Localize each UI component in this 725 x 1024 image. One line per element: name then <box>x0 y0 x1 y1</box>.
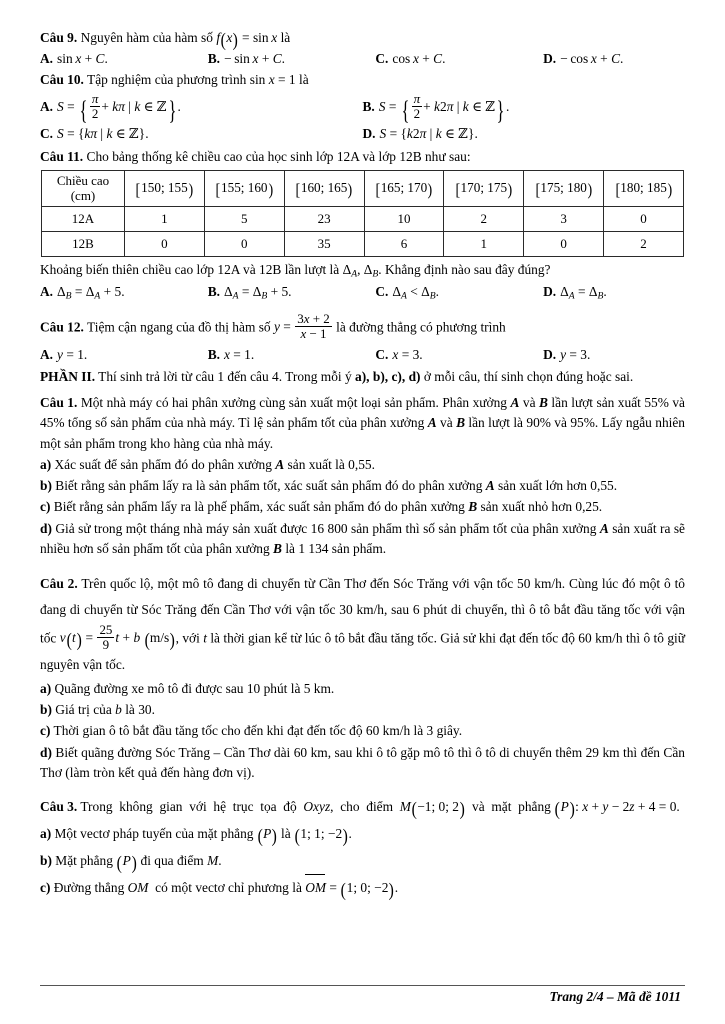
option-text: S = { $\frac{\pi}{2}$ + kπ | k ∈ ℤ}. <box>57 90 181 125</box>
question-9-formula: f(x) = sin x <box>216 29 278 51</box>
option-d[interactable] <box>363 124 686 144</box>
option-letter: D. <box>362 125 376 141</box>
cau-2-item-d <box>40 743 685 783</box>
question-9-stem-text: Nguyên hàm của hàm số <box>80 30 213 45</box>
option-text: $\Delta_B = \Delta_A + 5$. <box>57 284 125 303</box>
column-header: [155; 160) <box>204 170 284 206</box>
cau-3-item-a <box>40 822 685 845</box>
cau-3-item-b <box>40 849 685 872</box>
cau-3-text-1: Trong không gian với hệ trục tọa độ Oxyz, cho điểm M(−1; 0; 2) và mặt phẳng <box>80 798 551 820</box>
row-label: 12B <box>42 231 125 256</box>
cau-3-body <box>40 795 685 818</box>
spacer <box>40 783 685 789</box>
page-footer <box>40 985 685 1005</box>
cau-2-item-c <box>40 721 685 741</box>
question-12-options <box>40 345 685 365</box>
question-9-stem <box>40 28 685 51</box>
cau-1-item-c <box>40 497 685 517</box>
option-letter: A. <box>40 346 54 362</box>
option-c[interactable] <box>375 282 543 304</box>
item-key: d) <box>40 520 52 536</box>
cell: 1 <box>125 206 205 231</box>
column-header: [160; 165) <box>284 170 364 206</box>
option-text: $\Delta_A < \Delta_B$. <box>392 284 440 303</box>
option-a[interactable] <box>40 49 208 69</box>
cau-2-text-1: Trên quốc lộ, một mô tô đang di chuyển từ Cần Thơ đến Sóc Trăng với vận tốc 50 km/h. Cùng lúc đó một ô tô đang di chuyển từ Sóc Trăng đến Cần Thơ với vận tốc 30 km/h, sau 6 phút di chuyển, thì ô tô bắt đầu tăng tốc với vận tốc <box>40 575 685 646</box>
option-text: cos x + C. <box>392 50 446 66</box>
table-header-row <box>42 170 684 206</box>
cau-2-body <box>40 571 685 678</box>
option-letter: C. <box>40 125 54 141</box>
part-2-intro <box>40 367 685 387</box>
column-header: [150; 155) <box>125 170 205 206</box>
item-key: b) <box>40 852 52 868</box>
option-letter: C. <box>375 284 389 300</box>
cau-2-velocity-formula: v(t) = $\frac{25}{9}$ t + b (m/s) <box>59 622 176 653</box>
item-text: Giá trị của b là 30. <box>55 702 155 718</box>
part-2-intro-b: ở mỗi câu, thí sinh chọn đúng hoặc sai. <box>423 368 634 384</box>
option-text: x = 3. <box>392 346 423 362</box>
question-10-stem-tail: là <box>298 71 309 87</box>
item-text: Đường thẳng OM có một vectơ chỉ phương là OM = (1; 0; −2). <box>54 880 398 895</box>
cau-1-item-a <box>40 455 685 475</box>
item-key: b) <box>40 478 52 494</box>
option-letter: C. <box>375 346 389 362</box>
option-b[interactable] <box>208 345 376 365</box>
cell: 1 <box>444 231 524 256</box>
cau-2-label: Câu 2. <box>40 575 78 591</box>
cau-2-text-2: , với t là thời gian kể từ lúc ô tô bắt đầu tăng tốc. Giả sử khi đạt đến tốc độ 60 km/h thì ô tô giữ nguyên vận tốc. <box>40 630 686 673</box>
footer-text: Trang 2/4 – Mã đề 1011 <box>549 989 681 1004</box>
table-row <box>42 206 684 231</box>
option-text: y = 3. <box>560 346 591 362</box>
followup-post: . Khẳng định nào sau đây đúng? <box>378 261 551 277</box>
cell: 0 <box>125 231 205 256</box>
item-text: Mặt phẳng (P) đi qua điểm M. <box>55 852 222 874</box>
option-text: − cos x + C. <box>560 50 624 66</box>
fraction-denominator: x − 1 <box>295 326 332 341</box>
question-11-label: Câu 11. <box>40 148 84 164</box>
option-letter: B. <box>362 98 375 114</box>
option-text: S = {kπ | k ∈ ℤ}. <box>57 125 149 141</box>
item-text: Biết rằng sản phẩm lấy ra là sản phẩm tốt, xác suất sản phẩm đó do phân xưởng A sản xuất lớn hơn 0,55. <box>55 478 618 494</box>
question-10-label: Câu 10. <box>40 71 84 87</box>
item-text: Xác suất để sản phẩm đó do phân xưởng A sản xuất là 0,55. <box>54 457 375 473</box>
question-10-options-row2 <box>40 124 685 144</box>
item-key: b) <box>40 702 52 718</box>
item-text: Giả sử trong một tháng nhà máy sản xuất được 16 800 sản phẩm thì số sản phẩm tốt của phân xưởng A sản xuất ra sẽ nhiều hơn số sản phẩm tốt của phân xưởng B là 1 134 sản phẩm. <box>40 520 685 556</box>
question-10-var: x = 1 <box>268 71 296 87</box>
item-key: a) <box>40 825 52 841</box>
item-text: Thời gian ô tô bắt đầu tăng tốc cho đến khi đạt đến tốc độ 60 km/h là 3 giây. <box>53 723 463 739</box>
option-b[interactable] <box>362 90 686 125</box>
cau-2-item-b <box>40 700 685 720</box>
fraction-numerator: 3x + 2 <box>297 310 330 326</box>
item-key: a) <box>40 457 52 473</box>
row-header-label: Chiều cao (cm) <box>42 170 125 206</box>
cau-1-item-d <box>40 519 685 559</box>
item-key: a) <box>40 681 52 697</box>
question-10-options-row1 <box>40 90 685 125</box>
item-text: Quãng đường xe mô tô đi được sau 10 phút là 5 km. <box>54 681 335 697</box>
option-text: sin x + C. <box>57 50 108 66</box>
question-10-stem <box>40 70 685 89</box>
cell: 0 <box>604 206 684 231</box>
cau-3-label: Câu 3. <box>40 798 78 814</box>
cell: 2 <box>444 206 524 231</box>
option-text: − sin x + C. <box>223 50 286 66</box>
option-a[interactable] <box>40 90 363 125</box>
question-11-options <box>40 282 685 304</box>
vector-om-symbol: OM <box>305 876 326 899</box>
item-text: Biết rằng sản phẩm lấy ra là phế phẩm, xác suất sản phẩm đó do phân xưởng B sản xuất nhỏ hơn 0,25. <box>53 499 603 515</box>
column-header: [170; 175) <box>444 170 524 206</box>
option-text: S = { $\frac{\pi}{2}$ + k2π | k ∈ ℤ}. <box>378 90 510 125</box>
question-9-options <box>40 49 685 69</box>
option-c[interactable] <box>375 49 543 69</box>
question-12-label: Câu 12. <box>40 318 84 334</box>
cell: 0 <box>204 231 284 256</box>
question-10-stem-text: Tập nghiệm của phương trình sin <box>87 71 266 87</box>
cau-3-item-c <box>40 876 685 899</box>
option-letter: A. <box>40 284 54 300</box>
cell: 10 <box>364 206 444 231</box>
column-header: [165; 170) <box>364 170 444 206</box>
option-letter: D. <box>543 284 557 300</box>
column-header: [175; 180) <box>524 170 604 206</box>
question-11-followup <box>40 260 685 281</box>
option-c[interactable] <box>40 124 363 144</box>
option-text: y = 1. <box>57 346 88 362</box>
cau-3-plane-eq: (P): x + y − 2z + 4 = 0. <box>554 798 680 820</box>
part-2-intro-bold: a), b), c), d) <box>355 368 421 384</box>
followup-pre: Khoảng biến thiên chiều cao lớp 12A và 12B lần lượt là <box>40 261 340 277</box>
option-text: $\Delta_A = \Delta_B + 5$. <box>223 284 292 303</box>
part-2-label: PHẦN II. <box>40 368 96 384</box>
cau-1-body <box>40 393 685 454</box>
option-letter: D. <box>543 50 557 66</box>
question-9-label: Câu 9. <box>40 30 78 45</box>
cell: 2 <box>604 231 684 256</box>
option-text: $\Delta_A = \Delta_B$. <box>560 284 607 303</box>
option-b[interactable] <box>208 282 376 304</box>
option-d[interactable] <box>543 49 685 69</box>
option-d[interactable] <box>543 345 685 365</box>
question-12-formula: y = $\frac{3x + 2}{x - 1}$ <box>273 310 330 341</box>
item-key: c) <box>40 499 51 515</box>
followup-symbols: $\Delta_A$, $\Delta_B$ <box>342 261 379 280</box>
row-label: 12A <box>42 206 125 231</box>
option-letter: C. <box>375 50 389 66</box>
option-letter: D. <box>543 346 557 362</box>
footer-divider <box>40 985 685 986</box>
question-12-stem-text: Tiệm cận ngang của đồ thị hàm số <box>87 318 271 334</box>
question-12-stem-tail: là đường thẳng có phương trình <box>336 318 506 334</box>
height-statistics-table <box>41 170 684 257</box>
option-b[interactable] <box>208 49 376 69</box>
cell: 0 <box>524 231 604 256</box>
option-text: x = 1. <box>223 346 255 362</box>
option-letter: A. <box>40 50 54 66</box>
option-letter: B. <box>207 50 220 66</box>
spacer <box>40 559 685 565</box>
option-text: S = {k2π | k ∈ ℤ}. <box>379 125 478 141</box>
question-11-stem <box>40 147 685 166</box>
cau-1-item-b <box>40 476 685 496</box>
item-text: Một vectơ pháp tuyến của mặt phẳng (P) là (1; 1; −2). <box>54 825 352 847</box>
cau-2-item-a <box>40 679 685 699</box>
table-row <box>42 231 684 256</box>
exam-page-content <box>40 28 685 899</box>
item-key: c) <box>40 879 51 895</box>
cell: 3 <box>524 206 604 231</box>
option-d[interactable] <box>543 282 685 304</box>
option-a[interactable] <box>40 282 208 304</box>
option-c[interactable] <box>375 345 543 365</box>
question-11-stem-text: Cho bảng thống kê chiều cao của học sinh lớp 12A và lớp 12B như sau: <box>86 148 471 164</box>
cell: 35 <box>284 231 364 256</box>
column-header: [180; 185) <box>604 170 684 206</box>
part-2-intro-a: Thí sinh trả lời từ câu 1 đến câu 4. Trong mỗi ý <box>98 368 352 384</box>
cell: 6 <box>364 231 444 256</box>
question-9-stem-tail: là <box>280 30 291 45</box>
option-a[interactable] <box>40 345 208 365</box>
item-key: c) <box>40 723 51 739</box>
cell: 5 <box>204 206 284 231</box>
option-letter: B. <box>207 346 220 362</box>
item-text: Biết quãng đường Sóc Trăng – Cần Thơ dài 60 km, sau khi ô tô gặp mô tô thì ô tô di chuyển thêm 29 km thì đến Cần Thơ (làm tròn kết quả đến hàng đơn vị). <box>40 744 685 780</box>
cau-1-text: Một nhà máy có hai phân xưởng cùng sản xuất một loại sản phẩm. Phân xưởng A và B lần lượt sản xuất 55% và 45% tổng số sản phẩm của nhà máy. Tỉ lệ sản phẩm tốt của phân xưởng A và B lần lượt là 90% và 95%. Lấy ngẫu nhiên một sản phẩm trong kho hàng của nhà máy. <box>40 395 686 451</box>
question-12-stem <box>40 312 685 341</box>
item-key: d) <box>40 744 52 760</box>
option-letter: A. <box>40 98 54 114</box>
option-letter: B. <box>207 284 220 300</box>
cau-1-label: Câu 1. <box>40 395 78 411</box>
cell: 23 <box>284 206 364 231</box>
